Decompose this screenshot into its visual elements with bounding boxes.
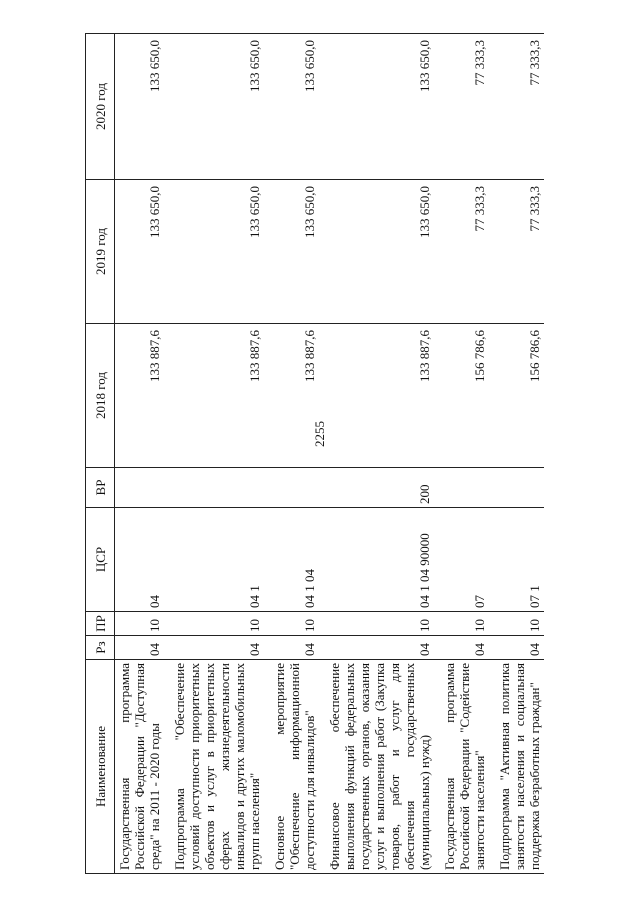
header-vr: ВР — [86, 468, 115, 508]
row-2018: 133 887,6 — [170, 324, 270, 468]
row-vr — [440, 468, 495, 508]
row-name: Финансовое обеспечение выполнения функций федеральных государственных органов, оказания услуг и выполнения работ (Закупка товаров, работ и услуг для обеспечения государственных (муниципальных) нужд) — [325, 660, 440, 874]
row-2018: 133 887,6 — [270, 324, 325, 468]
row-2020: 133 650,0 — [115, 34, 171, 180]
row-rz: 04 — [270, 636, 325, 660]
row-2018: 133 887,6 — [325, 324, 440, 468]
row-name: Подпрограмма "Обеспечение условий доступности приоритетных объектов и услуг в приоритетных сферах жизнедеятельности инвалидов и других маломобильных групп населения" — [170, 660, 270, 874]
row-csr: 04 1 04 90000 — [325, 508, 440, 612]
row-pr: 10 — [440, 612, 495, 636]
row-2019: 133 650,0 — [270, 180, 325, 324]
row-2020: 77 333,3 — [440, 34, 495, 180]
row-pr: 10 — [115, 612, 171, 636]
table-row — [170, 34, 270, 874]
header-name: Наименование — [86, 660, 115, 874]
row-vr — [495, 468, 544, 508]
header-2020: 2020 год — [86, 34, 115, 180]
row-rz: 04 — [115, 636, 171, 660]
row-2019: 133 650,0 — [115, 180, 171, 324]
table-row — [270, 34, 325, 874]
row-vr — [170, 468, 270, 508]
row-2019: 77 333,3 — [440, 180, 495, 324]
row-csr: 04 1 04 — [270, 508, 325, 612]
row-rz: 04 — [170, 636, 270, 660]
row-2019: 133 650,0 — [325, 180, 440, 324]
row-name: Основное мероприятие "Обеспечение информационной доступности для инвалидов" — [270, 660, 325, 874]
budget-table — [85, 33, 544, 874]
row-vr — [270, 468, 325, 508]
row-name: Подпрограмма "Активная политика занятости населения и социальная поддержка безработных граждан" — [495, 660, 544, 874]
header-2019: 2019 год — [86, 180, 115, 324]
header-csr: ЦСР — [86, 508, 115, 612]
row-csr: 07 — [440, 508, 495, 612]
header-pr: ПР — [86, 612, 115, 636]
table-row — [440, 34, 495, 874]
table-header — [86, 34, 115, 874]
row-pr: 10 — [270, 612, 325, 636]
row-csr: 04 — [115, 508, 171, 612]
row-2020: 133 650,0 — [170, 34, 270, 180]
row-rz: 04 — [325, 636, 440, 660]
header-rz: Рз — [86, 636, 115, 660]
row-2019: 77 333,3 — [495, 180, 544, 324]
row-rz: 04 — [495, 636, 544, 660]
table-row — [325, 34, 440, 874]
row-csr: 04 1 — [170, 508, 270, 612]
row-2019: 133 650,0 — [170, 180, 270, 324]
row-2020: 133 650,0 — [270, 34, 325, 180]
row-vr — [115, 468, 171, 508]
row-2018: 156 786,6 — [440, 324, 495, 468]
page-number: 2255 — [312, 421, 327, 447]
row-csr: 07 1 — [495, 508, 544, 612]
row-2020: 77 333,3 — [495, 34, 544, 180]
row-rz: 04 — [440, 636, 495, 660]
row-pr: 10 — [170, 612, 270, 636]
header-2018: 2018 год — [86, 324, 115, 468]
row-name: Государственная программа Российской Федерации "Содействие занятости населения" — [440, 660, 495, 874]
row-pr: 10 — [325, 612, 440, 636]
table-row — [495, 34, 544, 874]
row-name: Государственная программа Российской Федерации "Доступная среда" на 2011 - 2020 годы — [115, 660, 171, 874]
table-row — [115, 34, 171, 874]
row-2020: 133 650,0 — [325, 34, 440, 180]
row-vr: 200 — [325, 468, 440, 508]
budget-table-rotated — [85, 34, 585, 874]
row-2018: 156 786,6 — [495, 324, 544, 468]
row-2018: 133 887,6 — [115, 324, 171, 468]
row-pr: 10 — [495, 612, 544, 636]
